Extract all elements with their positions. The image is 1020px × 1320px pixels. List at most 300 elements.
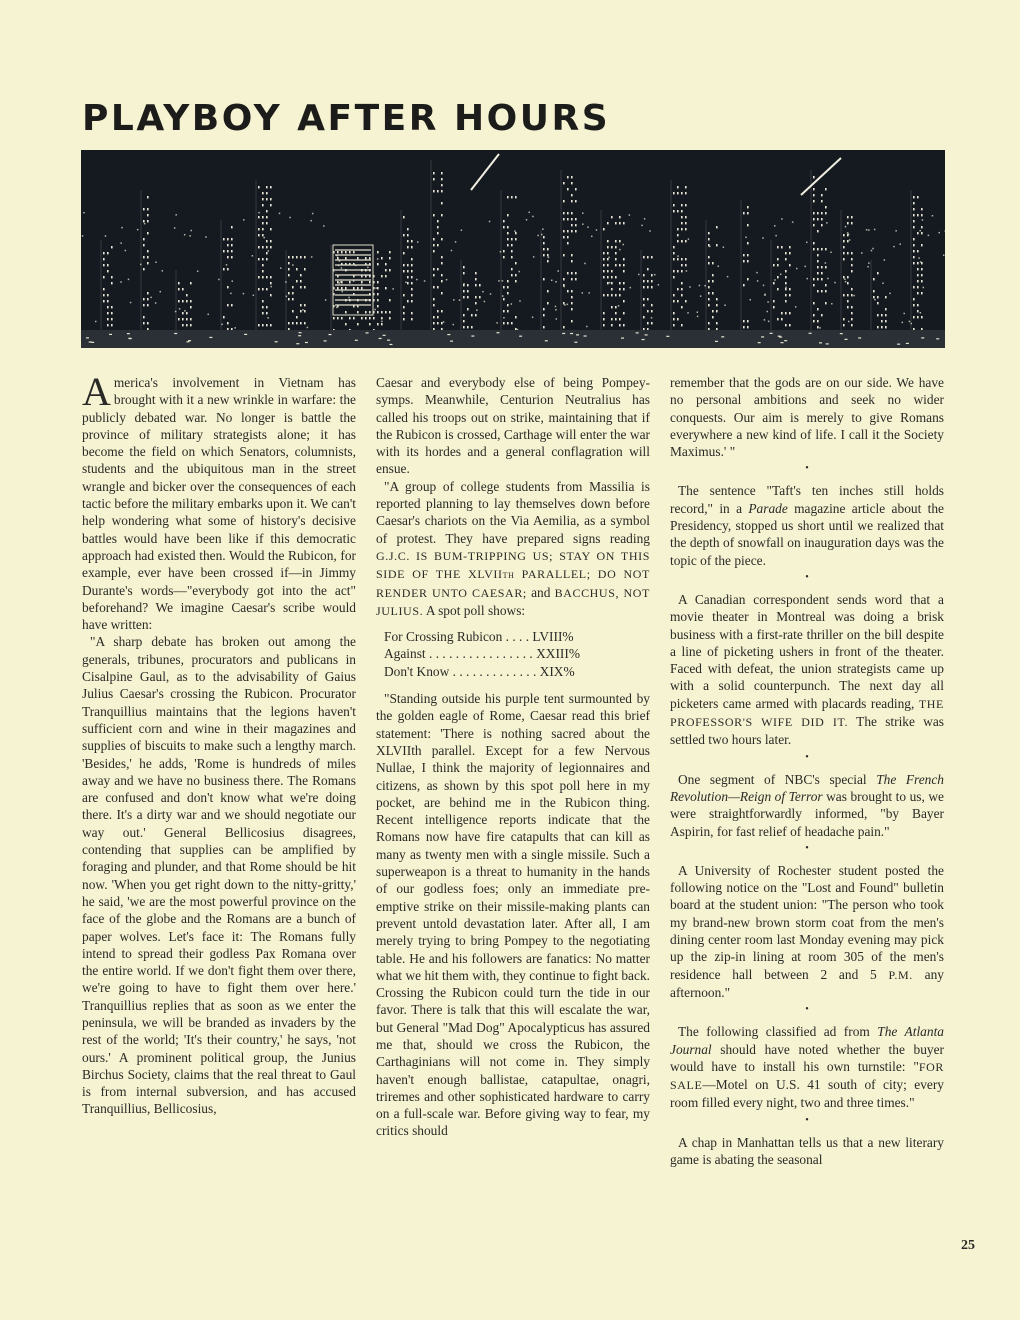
street-light [519,336,522,337]
window-light [437,190,439,192]
window-light [300,274,302,276]
window-light [543,248,545,250]
window-light [567,242,569,244]
city-light [867,266,869,268]
window-light [296,268,298,270]
window-light [847,300,849,302]
window-light [843,318,845,320]
city-light [155,262,157,264]
window-light [681,192,683,194]
window-light [182,324,184,326]
window-light [345,257,347,259]
window-light [262,306,264,308]
window-light [615,240,617,242]
street-light [366,332,369,333]
window-light [411,300,413,302]
window-light [817,248,819,250]
street-light [174,333,177,334]
window-light [821,194,823,196]
window-light [825,206,827,208]
window-light [143,268,145,270]
city-light [243,293,245,295]
window-light [407,240,409,242]
window-light [681,216,683,218]
city-light [160,291,162,293]
window-light [337,251,339,253]
street [81,330,945,348]
city-light [928,235,930,237]
window-light [777,246,779,248]
window-light [813,212,815,214]
city-light [374,309,376,311]
window-light [825,290,827,292]
window-light [147,250,149,252]
window-light [677,186,679,188]
window-light [708,256,710,258]
window-light [712,262,714,264]
city-light [302,309,304,311]
window-light [463,296,465,298]
window-light [345,287,347,289]
window-light [813,302,815,304]
window-light [433,316,435,318]
window-light [681,222,683,224]
city-light [286,296,288,298]
window-light [647,322,649,324]
street-light [845,339,848,340]
window-light [433,238,435,240]
city-light [243,219,245,221]
window-light [619,222,621,224]
city-light [920,312,922,314]
window-light [381,323,383,325]
city-light [762,237,764,239]
city-light [267,317,269,319]
city-light [310,220,312,222]
window-light [475,314,477,316]
city-light [533,256,535,258]
street-light [584,335,587,336]
window-light [611,294,613,296]
city-light [697,316,699,318]
city-light [792,221,794,223]
city-light [339,282,341,284]
city-light [700,295,702,297]
window-light [103,300,105,302]
window-light [111,276,113,278]
window-light [851,288,853,290]
window-light [747,320,749,322]
street-light [636,332,639,333]
window-light [262,300,264,302]
window-light [190,306,192,308]
city-light [377,258,379,260]
city-light [807,278,809,280]
window-light [917,268,919,270]
city-light [697,311,699,313]
window-light [266,240,268,242]
city-light [232,280,234,282]
street-light [758,342,761,343]
window-light [567,218,569,220]
city-light [563,286,565,288]
window-light [885,314,887,316]
window-light [349,281,351,283]
window-light [547,254,549,256]
street-light [109,334,112,335]
window-light [143,238,145,240]
city-light [827,278,829,280]
city-light [484,301,486,303]
window-light [921,316,923,318]
window-light [603,318,605,320]
street-light [921,337,924,338]
motel-text-a: The following classified ad from [678,1024,870,1040]
window-light [103,294,105,296]
window-light [881,326,883,328]
window-light [143,256,145,258]
window-light [178,300,180,302]
window-light [611,288,613,290]
window-light [103,258,105,260]
window-light [107,294,109,296]
window-light [851,270,853,272]
window-light [917,310,919,312]
window-light [708,286,710,288]
window-light [266,186,268,188]
window-light [543,254,545,256]
window-light [913,250,915,252]
city-light [932,215,934,217]
street-light [387,340,390,341]
window-light [917,196,919,198]
window-light [288,262,290,264]
city-light [336,307,338,309]
window-light [345,251,347,253]
strike-paragraph: Caesar and everybody else of being Pompey-symps. Meanwhile, Centurion Neutralius has called his troops out on strike, maintaining that if the Rubicon is crossed, Carthage will enter the war with its hordes and a general conflagration will ensue. [376,375,650,477]
window-light [743,260,745,262]
window-light [186,312,188,314]
window-light [917,292,919,294]
window-light [433,178,435,180]
window-light [716,226,718,228]
window-light [716,298,718,300]
window-light [292,292,294,294]
city-light [918,257,920,259]
city-light [130,302,132,304]
window-light [712,274,714,276]
window-light [781,312,783,314]
window-light [563,218,565,220]
window-light [575,224,577,226]
searchlight-beam [801,158,841,195]
city-light [207,314,209,316]
city-light [819,327,821,329]
motel-ad-paragraph [670,1023,944,1111]
window-light [563,200,565,202]
window-light [407,234,409,236]
window-light [103,264,105,266]
atlanta-journal-title: The Atlanta Journal [670,1024,944,1057]
window-light [403,294,405,296]
window-light [681,282,683,284]
window-light [681,228,683,230]
window-light [921,226,923,228]
window-light [147,262,149,264]
window-light [503,322,505,324]
window-light [147,256,149,258]
window-light [917,286,919,288]
window-light [913,286,915,288]
window-light [847,282,849,284]
window-light [571,224,573,226]
window-light [677,270,679,272]
window-light [266,246,268,248]
window-light [677,234,679,236]
window-light [571,296,573,298]
city-light [556,318,558,320]
city-light [125,250,127,252]
window-light [441,310,443,312]
window-light [511,238,513,240]
poll-row: Against . . . . . . . . . . . . . . . . XXIII% [384,646,581,662]
city-light [618,305,620,307]
window-light [300,280,302,282]
window-light [304,310,306,312]
window-light [611,318,613,320]
city-light [416,279,418,281]
city-light [489,221,491,223]
for-sale-text: FOR SALE [670,1059,944,1093]
city-light [137,229,139,231]
window-light [337,287,339,289]
window-light [651,304,653,306]
street-light [305,342,308,343]
city-light [503,317,505,319]
street-light [244,334,247,335]
window-light [433,304,435,306]
city-light [943,254,945,256]
placard-text: THE PROFESSOR'S WIFE DID IT. [670,696,944,730]
city-light [541,234,543,236]
window-light [266,216,268,218]
window-light [433,298,435,300]
window-light [433,250,435,252]
city-light [588,292,590,294]
window-light [685,258,687,260]
city-light [884,259,886,261]
street-light [779,336,782,337]
window-light [543,314,545,316]
window-light [847,276,849,278]
window-light [266,288,268,290]
window-light [611,216,613,218]
window-light [708,280,710,282]
window-light [381,275,383,277]
window-light [885,326,887,328]
window-light [673,294,675,296]
window-light [813,218,815,220]
window-light [789,294,791,296]
street-light [826,343,829,344]
window-light [349,317,351,319]
city-light [502,280,504,282]
city-light [424,280,426,282]
window-light [407,270,409,272]
window-light [623,258,625,260]
window-light [913,208,915,210]
signs-text-2: BACCHUS, NOT JULIUS. [376,585,650,618]
window-light [270,324,272,326]
window-light [471,314,473,316]
window-light [266,210,268,212]
street-light [721,336,724,337]
window-light [337,257,339,259]
city-light [463,283,465,285]
city-light [455,241,457,243]
city-light [128,279,130,281]
window-light [712,310,714,312]
window-light [821,314,823,316]
window-light [511,196,513,198]
window-light [258,186,260,188]
window-light [475,278,477,280]
city-light [654,274,656,276]
intro-paragraph [82,374,356,633]
street-light [127,333,130,334]
window-light [825,188,827,190]
city-light [150,297,152,299]
city-light [476,309,478,311]
window-light [813,194,815,196]
window-light [917,280,919,282]
window-light [773,306,775,308]
city-light [785,287,787,289]
window-light [921,274,923,276]
street-light [324,340,327,341]
city-light [279,213,281,215]
window-light [231,226,233,228]
window-light [611,270,613,272]
window-light [685,192,687,194]
window-light [266,276,268,278]
window-light [651,256,653,258]
city-light [893,246,895,248]
window-light [571,290,573,292]
city-light [920,261,922,263]
window-light [258,288,260,290]
street-light [858,337,861,338]
skyline-svg [81,150,945,348]
window-light [851,264,853,266]
window-light [789,264,791,266]
window-light [603,258,605,260]
window-light [433,268,435,270]
window-light [913,298,915,300]
window-light [673,300,675,302]
window-light [186,300,188,302]
window-light [821,200,823,202]
window-light [147,292,149,294]
window-light [407,282,409,284]
window-light [643,298,645,300]
window-light [227,238,229,240]
street-light [784,340,787,341]
window-light [258,234,260,236]
window-light [503,250,505,252]
window-light [563,230,565,232]
city-light [189,235,191,237]
window-light [843,324,845,326]
window-light [603,276,605,278]
city-light [768,321,770,323]
window-light [877,302,879,304]
window-light [747,242,749,244]
window-light [619,282,621,284]
window-light [543,326,545,328]
window-light [227,256,229,258]
city-light [459,299,461,301]
city-light [724,304,726,306]
window-light [507,304,509,306]
window-light [365,317,367,319]
window-light [611,276,613,278]
window-light [673,204,675,206]
window-light [813,176,815,178]
window-light [147,196,149,198]
city-light [630,287,632,289]
window-light [708,238,710,240]
window-light [411,276,413,278]
window-light [685,222,687,224]
city-light [677,255,679,257]
city-light [830,252,832,254]
society-maximus-paragraph: remember that the gods are on our side. We have no personal ambitions and seek no wider conquests. Our aim is merely to give Romans everywhere a new kind of life. I call it the Society Maximus.' " [670,375,944,460]
window-light [547,260,549,262]
city-light [162,270,164,272]
window-light [708,292,710,294]
window-light [441,322,443,324]
window-light [716,244,718,246]
window-light [651,322,653,324]
window-light [385,275,387,277]
window-light [345,311,347,313]
window-light [681,306,683,308]
window-light [262,222,264,224]
window-light [345,323,347,325]
window-light [785,324,787,326]
window-light [107,306,109,308]
city-light [514,230,516,232]
taft-paragraph [670,482,944,568]
page-number: 25 [961,1238,975,1253]
window-light [389,299,391,301]
window-light [623,270,625,272]
city-light [775,235,777,237]
city-light [537,235,539,237]
window-light [563,236,565,238]
city-light [218,279,220,281]
window-light [677,210,679,212]
window-light [716,304,718,306]
window-light [847,306,849,308]
window-light [708,298,710,300]
window-light [433,172,435,174]
window-light [575,230,577,232]
window-light [885,320,887,322]
window-light [571,182,573,184]
street-light [576,334,579,335]
